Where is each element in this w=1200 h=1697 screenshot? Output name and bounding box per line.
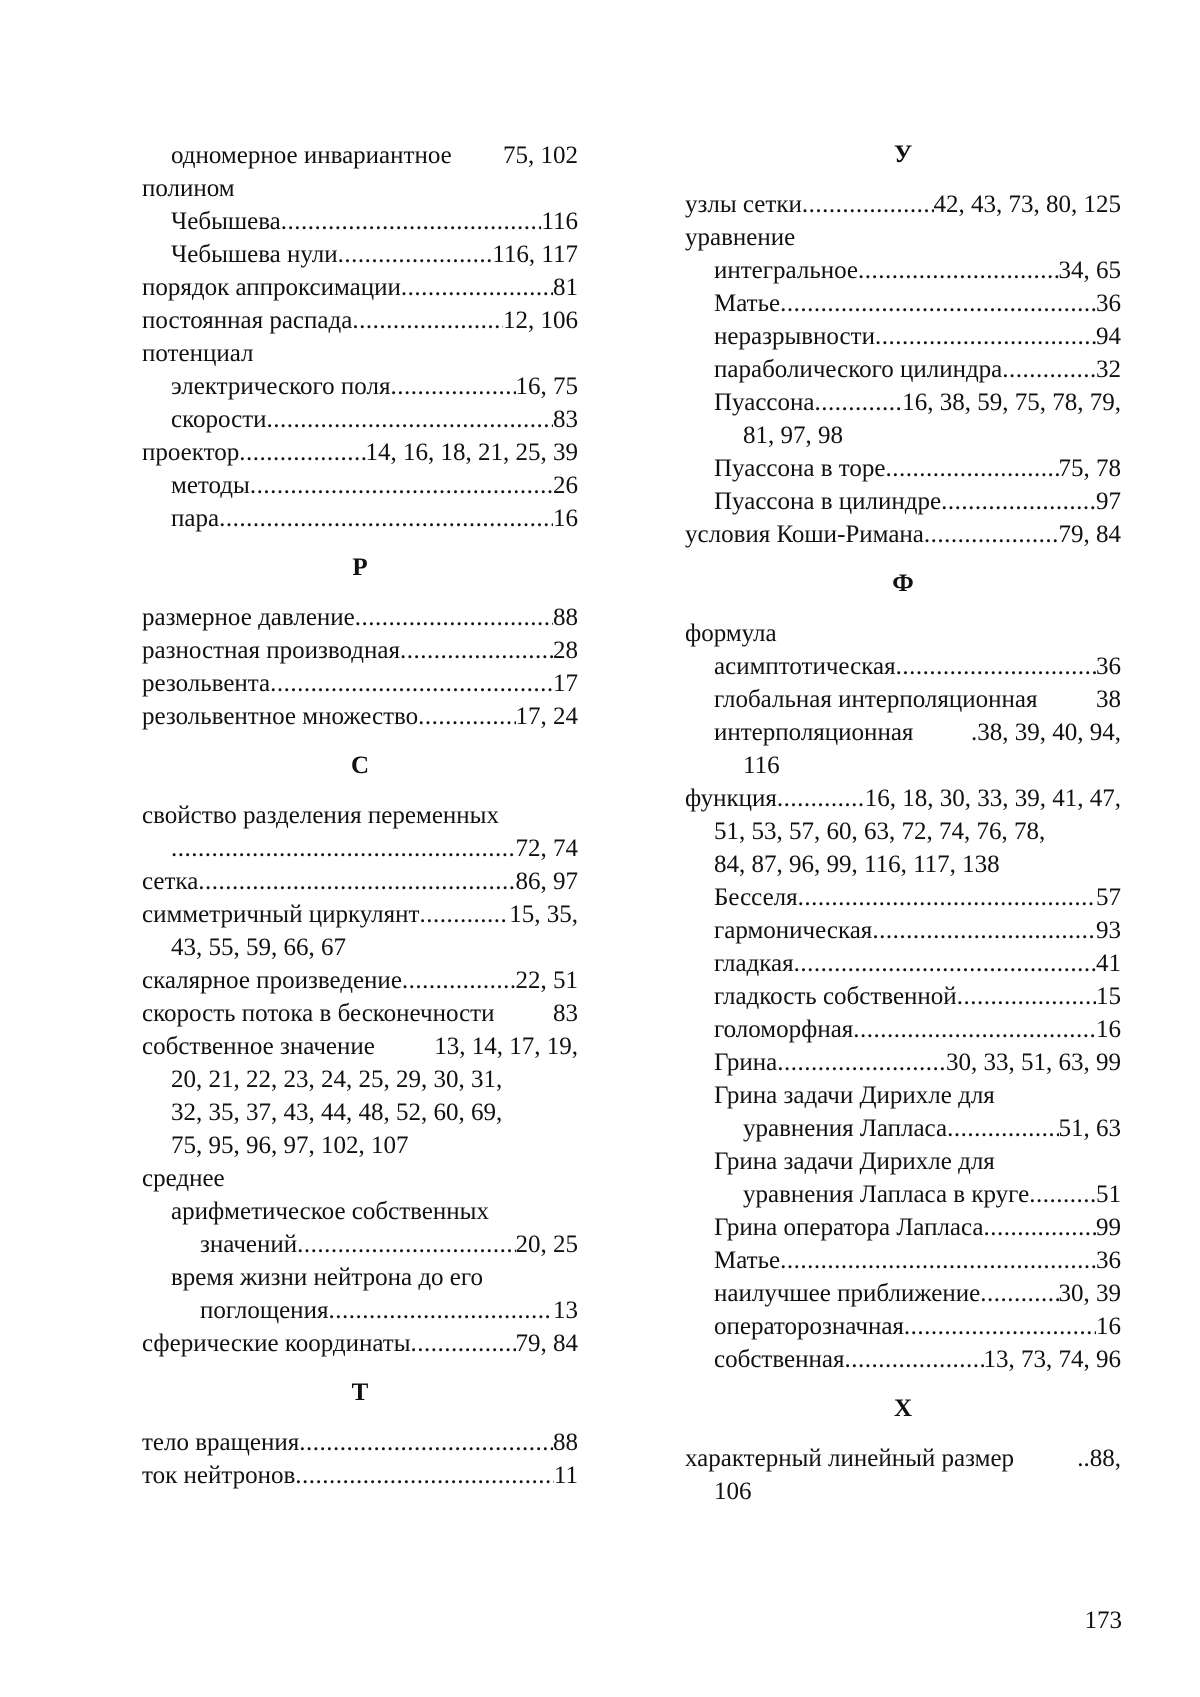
index-page-refs: 86, 97 xyxy=(515,868,578,895)
index-entry xyxy=(142,1195,578,1228)
index-page-refs: 51 xyxy=(1096,1181,1121,1208)
index-entry xyxy=(142,1096,578,1129)
index-entry xyxy=(685,914,1121,947)
index-entry xyxy=(685,980,1121,1013)
index-entry xyxy=(685,1475,1121,1508)
dot-leader xyxy=(419,898,509,931)
index-entry xyxy=(685,1112,1121,1145)
index-entry xyxy=(142,469,578,502)
index-term: 51, 53, 57, 60, 63, 72, 74, 76, 78, xyxy=(714,818,1046,845)
index-page-refs: 17 xyxy=(553,670,578,697)
index-page-refs: 14, 16, 18, 21, 25, 39 xyxy=(365,439,578,466)
index-term: формула xyxy=(685,620,777,647)
section-letter-f: Ф xyxy=(892,570,914,597)
dot-leader xyxy=(270,667,553,700)
index-term: постоянная распада xyxy=(142,307,353,334)
index-page-refs: 75, 78 xyxy=(1058,455,1121,482)
dot-leader xyxy=(400,634,553,667)
index-term: значений xyxy=(200,1231,298,1258)
dot-leader xyxy=(798,881,1096,914)
dot-leader xyxy=(1029,1178,1096,1211)
index-term: электрического поля xyxy=(171,373,391,400)
index-entries-r xyxy=(142,601,578,733)
index-page-refs: 30, 39 xyxy=(1058,1280,1121,1307)
index-term: порядок аппроксимации xyxy=(142,274,401,301)
index-term: симметричный циркулянт xyxy=(142,901,420,928)
index-term: условия Коши-Римана xyxy=(685,521,924,548)
section-letter-t: Т xyxy=(351,1379,369,1406)
dot-leader xyxy=(219,502,553,535)
index-page-refs: 20, 25 xyxy=(515,1231,578,1258)
index-term: гладкость собственной xyxy=(714,983,957,1010)
dot-leader xyxy=(352,304,503,337)
index-page-refs: 97 xyxy=(1096,488,1121,515)
index-term: проектор xyxy=(142,439,240,466)
index-term: поглощения xyxy=(200,1297,329,1324)
index-entry xyxy=(685,848,1121,881)
index-entry xyxy=(142,667,578,700)
index-term: 75, 95, 96, 97, 102, 107 xyxy=(171,1132,409,1159)
index-page-refs: 15, 35, xyxy=(509,901,578,928)
index-entry xyxy=(685,221,1121,254)
index-page-refs: 12, 106 xyxy=(503,307,578,334)
dot-leader xyxy=(297,1228,515,1261)
index-entry xyxy=(142,304,578,337)
index-entry xyxy=(685,485,1121,518)
dot-leader xyxy=(295,1459,554,1492)
section-letter-r: Р xyxy=(352,554,368,581)
index-entries-t xyxy=(142,1426,578,1492)
dot-leader xyxy=(1002,353,1096,386)
index-term: скорости xyxy=(171,406,267,433)
index-page-refs: ..88, xyxy=(1077,1445,1121,1472)
index-term: ток нейтронов xyxy=(142,1462,296,1489)
index-entry xyxy=(685,947,1121,980)
index-entry xyxy=(142,172,578,205)
dot-leader xyxy=(171,832,516,865)
index-term: узлы сетки xyxy=(685,191,802,218)
index-term: характерный линейный размер xyxy=(685,1445,1015,1472)
index-term: функция xyxy=(685,785,777,812)
index-page-refs: 88 xyxy=(553,604,578,631)
dot-leader xyxy=(411,1327,516,1360)
index-entry xyxy=(142,799,578,832)
index-column-right xyxy=(685,138,1121,1508)
index-term: размерное давление xyxy=(142,604,355,631)
dot-leader xyxy=(980,1277,1058,1310)
index-term: асимптотическая xyxy=(714,653,896,680)
index-entry xyxy=(142,1228,578,1261)
dot-leader xyxy=(947,1112,1058,1145)
index-entries-p-continued xyxy=(142,139,578,535)
index-page-refs: 38 xyxy=(1096,686,1121,713)
index-term: 32, 35, 37, 43, 44, 48, 52, 60, 69, xyxy=(171,1099,503,1126)
dot-leader xyxy=(794,947,1096,980)
index-page-refs: 32 xyxy=(1096,356,1121,383)
index-term: сферические координаты xyxy=(142,1330,411,1357)
dot-leader xyxy=(250,469,553,502)
index-page-refs: 16 xyxy=(1096,1313,1121,1340)
index-term: 20, 21, 22, 23, 24, 25, 29, 30, 31, xyxy=(171,1066,503,1093)
index-term: Пуассона xyxy=(714,389,815,416)
dot-leader xyxy=(853,1013,1096,1046)
index-entry xyxy=(142,865,578,898)
index-term: собственная xyxy=(714,1346,845,1373)
index-term: 43, 55, 59, 66, 67 xyxy=(171,934,346,961)
dot-leader xyxy=(844,1343,983,1376)
index-entry xyxy=(142,271,578,304)
dot-leader xyxy=(198,865,515,898)
index-term: методы xyxy=(171,472,250,499)
index-page-refs: 36 xyxy=(1096,1247,1121,1274)
index-entry xyxy=(685,617,1121,650)
dot-leader xyxy=(390,370,515,403)
dot-leader xyxy=(924,518,1059,551)
index-term: гладкая xyxy=(714,950,794,977)
index-term: уравнения Лапласа в круге xyxy=(743,1181,1030,1208)
index-page-refs: 15 xyxy=(1096,983,1121,1010)
dot-leader xyxy=(777,782,865,815)
index-page-refs: 57 xyxy=(1096,884,1121,911)
index-entry xyxy=(142,1063,578,1096)
index-page-refs: 30, 33, 51, 63, 99 xyxy=(946,1049,1121,1076)
index-column-left xyxy=(142,139,578,1492)
index-entry xyxy=(685,188,1121,221)
dot-leader xyxy=(957,980,1096,1013)
index-page-refs: 16 xyxy=(553,505,578,532)
dot-leader xyxy=(872,914,1096,947)
index-entry xyxy=(142,832,578,865)
index-entry xyxy=(685,1211,1121,1244)
index-page-refs: 116 xyxy=(541,208,578,235)
dot-leader xyxy=(802,188,934,221)
index-page-refs: 81 xyxy=(553,274,578,301)
index-entry xyxy=(142,1030,578,1063)
index-page-refs: 17, 24 xyxy=(515,703,578,730)
index-term: Матье xyxy=(714,1247,781,1274)
index-entry xyxy=(685,1310,1121,1343)
index-entry xyxy=(142,1459,578,1492)
dot-leader xyxy=(418,700,515,733)
index-term: параболического цилиндра xyxy=(714,356,1003,383)
index-entry xyxy=(142,964,578,997)
index-entry xyxy=(142,403,578,436)
index-entry xyxy=(142,502,578,535)
index-term: голоморфная xyxy=(714,1016,854,1043)
index-entries-f xyxy=(685,617,1121,1376)
index-entries-u xyxy=(685,188,1121,551)
index-term: разностная производная xyxy=(142,637,400,664)
dot-leader xyxy=(328,1294,553,1327)
index-term: Пуассона в торе xyxy=(714,455,886,482)
index-term: свойство разделения переменных xyxy=(142,802,499,829)
dot-leader xyxy=(780,1244,1096,1277)
index-term: одномерное инвариантное xyxy=(171,142,452,169)
index-page-refs: 16, 18, 30, 33, 39, 41, 47, xyxy=(864,785,1121,812)
dot-leader xyxy=(239,436,365,469)
index-entry xyxy=(685,1145,1121,1178)
index-term: тело вращения xyxy=(142,1429,300,1456)
index-term: резольвента xyxy=(142,670,271,697)
index-page-refs: 72, 74 xyxy=(515,835,578,862)
index-entry xyxy=(142,601,578,634)
index-page-refs: 16, 75 xyxy=(515,373,578,400)
index-term: арифметическое собственных xyxy=(171,1198,489,1225)
index-entry xyxy=(685,1343,1121,1376)
index-entry xyxy=(685,1079,1121,1112)
index-term: резольвентное множество xyxy=(142,703,419,730)
index-page-refs: 75, 102 xyxy=(503,142,578,169)
index-page-refs: 79, 84 xyxy=(515,1330,578,1357)
index-page-refs: 16 xyxy=(1096,1016,1121,1043)
index-term: пара xyxy=(171,505,220,532)
index-entry xyxy=(142,1129,578,1162)
index-term: Грина задачи Дирихле для xyxy=(714,1148,995,1175)
index-term: Матье xyxy=(714,290,781,317)
index-page-refs: 34, 65 xyxy=(1058,257,1121,284)
index-entry xyxy=(685,419,1121,452)
section-letter-u: У xyxy=(893,141,913,168)
index-term: потенциал xyxy=(142,340,254,367)
index-term: уравнения Лапласа xyxy=(743,1115,948,1142)
index-entry xyxy=(142,1294,578,1327)
index-page-refs: 28 xyxy=(553,637,578,664)
index-page-refs: 11 xyxy=(553,1462,578,1489)
index-entry xyxy=(685,320,1121,353)
index-term: Пуассона в цилиндре xyxy=(714,488,942,515)
index-term: 116 xyxy=(743,752,780,779)
dot-leader xyxy=(984,1211,1096,1244)
index-entry xyxy=(142,436,578,469)
index-term: операторозначная xyxy=(714,1313,904,1340)
index-entry xyxy=(142,1327,578,1360)
index-entry xyxy=(685,782,1121,815)
dot-leader xyxy=(815,386,903,419)
index-term: интерполяционная xyxy=(714,719,914,746)
index-entry xyxy=(685,749,1121,782)
index-page-refs: 83 xyxy=(553,406,578,433)
index-entry xyxy=(685,1013,1121,1046)
index-page-refs: 36 xyxy=(1096,290,1121,317)
index-entry xyxy=(685,353,1121,386)
index-entry xyxy=(142,700,578,733)
dot-leader xyxy=(904,1310,1096,1343)
index-entry xyxy=(685,1277,1121,1310)
index-entry xyxy=(685,518,1121,551)
index-page-refs: 16, 38, 59, 75, 78, 79, xyxy=(902,389,1121,416)
index-entry xyxy=(142,139,578,172)
index-page-refs: 26 xyxy=(553,472,578,499)
index-entry xyxy=(142,1426,578,1459)
index-page-refs: 36 xyxy=(1096,653,1121,680)
index-term: интегральное xyxy=(714,257,859,284)
section-letter-s: С xyxy=(350,752,370,779)
index-page-refs: 99 xyxy=(1096,1214,1121,1241)
index-entry xyxy=(685,881,1121,914)
index-term: сетка xyxy=(142,868,199,895)
index-term: неразрывности xyxy=(714,323,875,350)
index-entry xyxy=(685,650,1121,683)
index-term: Чебышева xyxy=(171,208,281,235)
index-entry xyxy=(142,238,578,271)
index-page-refs: 41 xyxy=(1096,950,1121,977)
index-term: среднее xyxy=(142,1165,225,1192)
index-term: полином xyxy=(142,175,235,202)
page-number: 173 xyxy=(1084,1607,1122,1634)
index-term: Чебышева нули xyxy=(171,241,338,268)
dot-leader xyxy=(281,205,542,238)
index-term: Грина задачи Дирихле для xyxy=(714,1082,995,1109)
index-term: 81, 97, 98 xyxy=(743,422,843,449)
index-entry xyxy=(685,386,1121,419)
index-entry xyxy=(685,815,1121,848)
index-page-refs: 42, 43, 73, 80, 125 xyxy=(933,191,1121,218)
index-page-refs: 51, 63 xyxy=(1058,1115,1121,1142)
index-page-refs: 13, 14, 17, 19, xyxy=(434,1033,578,1060)
index-entry xyxy=(685,1046,1121,1079)
index-entry xyxy=(142,1261,578,1294)
index-page-refs: .38, 39, 40, 94, xyxy=(971,719,1121,746)
index-page-refs: 22, 51 xyxy=(515,967,578,994)
index-entry xyxy=(685,1442,1121,1475)
index-entry xyxy=(142,931,578,964)
index-entry xyxy=(142,997,578,1030)
index-term: скорость потока в бесконечности xyxy=(142,1000,495,1027)
index-entry xyxy=(685,716,1121,749)
index-entry xyxy=(685,683,1121,716)
index-entry xyxy=(142,370,578,403)
index-entry xyxy=(685,287,1121,320)
index-term: Бесселя xyxy=(714,884,798,911)
index-term: собственное значение xyxy=(142,1033,375,1060)
index-page-refs: 88 xyxy=(553,1429,578,1456)
index-term: Грина оператора Лапласа xyxy=(714,1214,984,1241)
index-entry xyxy=(142,634,578,667)
index-term: скалярное произведение xyxy=(142,967,402,994)
index-term: наилучшее приближение xyxy=(714,1280,981,1307)
index-entry xyxy=(142,337,578,370)
dot-leader xyxy=(338,238,493,271)
index-page-refs: 13, 73, 74, 96 xyxy=(983,1346,1121,1373)
index-page-refs: 79, 84 xyxy=(1058,521,1121,548)
index-entries-h xyxy=(685,1442,1121,1508)
dot-leader xyxy=(941,485,1096,518)
index-entry xyxy=(142,898,578,931)
index-page-refs: 83 xyxy=(553,1000,578,1027)
dot-leader xyxy=(299,1426,553,1459)
index-term: время жизни нейтрона до его xyxy=(171,1264,484,1291)
dot-leader xyxy=(355,601,553,634)
index-page-refs: 94 xyxy=(1096,323,1121,350)
dot-leader xyxy=(267,403,554,436)
index-entry xyxy=(685,1244,1121,1277)
dot-leader xyxy=(885,452,1058,485)
index-term: 84, 87, 96, 99, 116, 117, 138 xyxy=(714,851,1000,878)
dot-leader xyxy=(896,650,1096,683)
index-page-refs: 13 xyxy=(553,1297,578,1324)
dot-leader xyxy=(401,271,553,304)
dot-leader xyxy=(780,287,1096,320)
index-term: Грина xyxy=(714,1049,778,1076)
index-entry xyxy=(685,254,1121,287)
index-entry xyxy=(685,1178,1121,1211)
dot-leader xyxy=(777,1046,946,1079)
dot-leader xyxy=(402,964,516,997)
section-letter-h: Х xyxy=(893,1395,913,1422)
index-entry xyxy=(142,205,578,238)
dot-leader xyxy=(858,254,1058,287)
index-entries-s xyxy=(142,799,578,1360)
dot-leader xyxy=(875,320,1096,353)
index-page-refs: 116, 117 xyxy=(492,241,578,268)
index-term: глобальная интерполяционная xyxy=(714,686,1038,713)
index-term: гармоническая xyxy=(714,917,873,944)
index-term: уравнение xyxy=(685,224,796,251)
index-page-refs: 93 xyxy=(1096,917,1121,944)
index-entry xyxy=(685,452,1121,485)
index-term: 106 xyxy=(714,1478,752,1505)
index-entry xyxy=(142,1162,578,1195)
